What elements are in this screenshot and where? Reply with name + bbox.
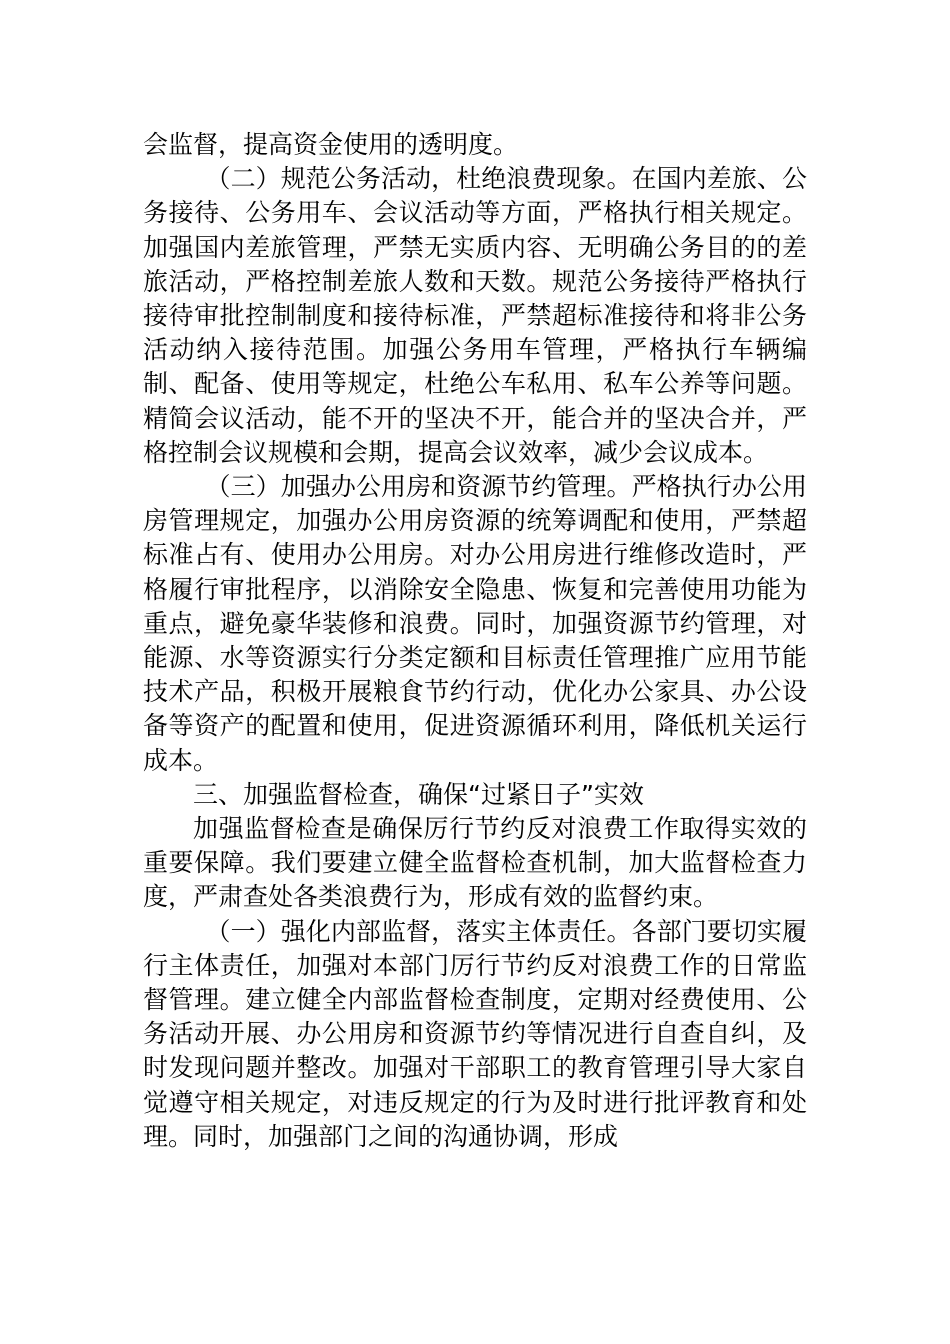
- document-body: [143, 128, 807, 1154]
- paragraph-section-1: （一）强化内部监督，落实主体责任。各部门要切实履行主体责任，加强对本部门厉行节约反对浪费工作的日常监督管理。建立健全内部监督检查制度，定期对经费使用、公务活动开展、办公用房和资源节约等情况进行自查自纠，及时发现问题并整改。加强对干部职工的教育管理引导大家自觉遵守相关规定，对违反规定的行为及时进行批评教育和处理。同时，加强部门之间的沟通协调，形成: [143, 916, 807, 1151]
- section-heading: 三、加强监督检查，确保“过紧日子”实效: [193, 779, 644, 809]
- paragraph-intro: 加强监督检查是确保厉行节约反对浪费工作取得实效的重要保障。我们要建立健全监督检查机制，加大监督检查力度，严肃查处各类浪费行为，形成有效的监督约束。: [143, 814, 807, 912]
- paragraph-section-2: （二）规范公务活动，杜绝浪费现象。在国内差旅、公务接待、公务用车、会议活动等方面，严格执行相关规定。加强国内差旅管理，严禁无实质内容、无明确公务目的的差旅活动，严格控制差旅人数和天数。规范公务接待严格执行接待审批控制制度和接待标准，严禁超标准接待和将非公务活动纳入接待范围。加强公务用车管理，严格执行车辆编制、配备、使用等规定，杜绝公车私用、私车公养等问题。精简会议活动，能不开的坚决不开，能合并的坚决合并，严格控制会议规模和会期，提高会议效率，减少会议成本。: [143, 164, 807, 467]
- paragraph-section-3: （三）加强办公用房和资源节约管理。严格执行办公用房管理规定，加强办公用房资源的统筹调配和使用，严禁超标准占有、使用办公用房。对办公用房进行维修改造时，严格履行审批程序，以消除安全隐患、恢复和完善使用功能为重点，避免豪华装修和浪费。同时，加强资源节约管理，对能源、水等资源实行分类定额和目标责任管理推广应用节能技术产品，积极开展粮食节约行动，优化办公家具、办公设备等资产的配置和使用，促进资源循环利用，降低机关运行成本。: [143, 472, 807, 775]
- paragraph-continuation: 会监督，提高资金使用的透明度。: [143, 130, 519, 159]
